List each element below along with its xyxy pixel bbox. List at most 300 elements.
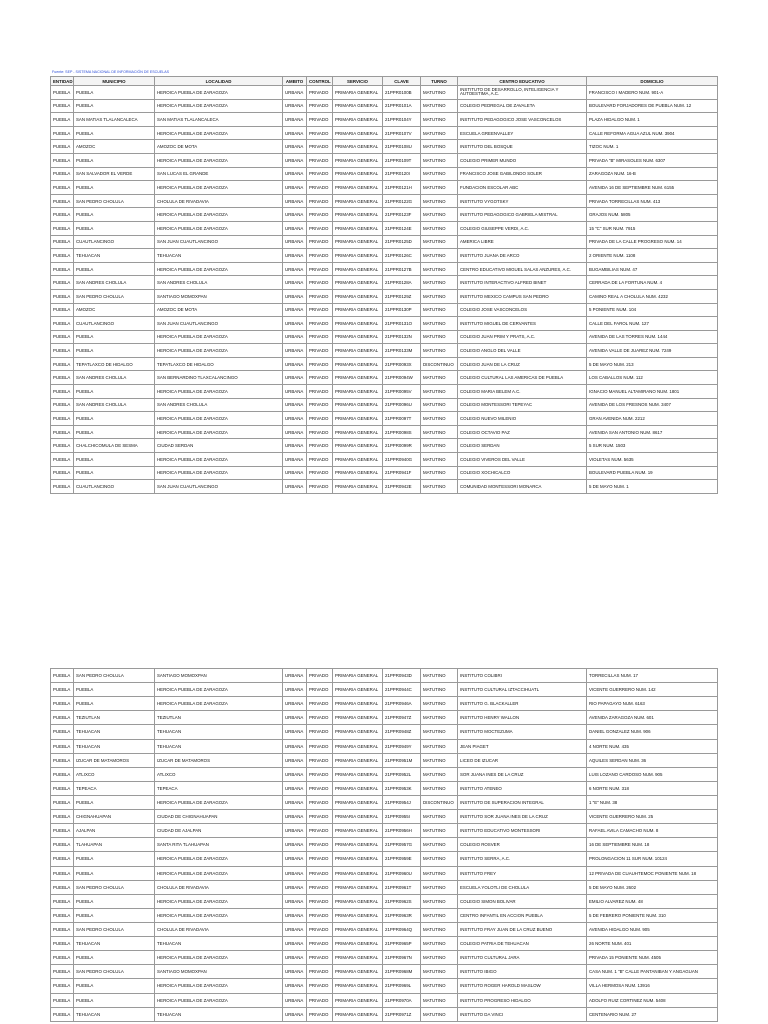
cell-ambito: URBANA — [283, 194, 307, 208]
cell-turno: MATUTINO — [421, 113, 458, 127]
cell-domicilio: CENTENARIO NUM. 27 — [587, 1007, 718, 1021]
cell-domicilio: 15 "C" SUR NUM. 7915 — [587, 221, 718, 235]
cell-municipio: PUEBLA — [74, 181, 155, 195]
table-row — [51, 810, 718, 824]
cell-domicilio: PROLONGACION 11 SUR NUM. 10124 — [587, 852, 718, 866]
cell-servicio: PRIMARIA GENERAL — [333, 993, 383, 1007]
cell-ambito: URBANA — [283, 330, 307, 344]
cell-domicilio: BOULEVARD FORJADORES DE PUEBLA NUM. 12 — [587, 99, 718, 113]
table-row — [51, 922, 718, 936]
cell-domicilio: 6 NORTE NUM. 318 — [587, 781, 718, 795]
cell-clave: 21PPR0960U — [383, 866, 421, 880]
cell-clave: 21PPR0962S — [383, 894, 421, 908]
cell-entidad: PUEBLA — [51, 767, 74, 781]
cell-domicilio: EMILIO ALVAREZ NUM. 48 — [587, 894, 718, 908]
cell-centro-educativo: INSTITUTO VYGOTSKY — [458, 194, 587, 208]
cell-municipio: AMOZOC — [74, 140, 155, 154]
cell-localidad: CIUDAD SERDAN — [155, 439, 283, 453]
cell-turno: MATUTINO — [421, 262, 458, 276]
cell-ambito: URBANA — [283, 249, 307, 263]
cell-servicio: PRIMARIA GENERAL — [333, 466, 383, 480]
cell-clave: 21PPR0956H — [383, 824, 421, 838]
cell-ambito: URBANA — [283, 965, 307, 979]
cell-localidad: CHOLULA DE RIVADAVIA — [155, 880, 283, 894]
cell-control: PRIVADO — [307, 697, 333, 711]
table-row — [51, 303, 718, 317]
cell-domicilio: 1 "E" NUM. 38 — [587, 795, 718, 809]
cell-ambito: URBANA — [283, 767, 307, 781]
cell-municipio: PUEBLA — [74, 425, 155, 439]
cell-servicio: PRIMARIA GENERAL — [333, 140, 383, 154]
cell-centro-educativo: INSTITUTO MOCTEZUMA — [458, 725, 587, 739]
cell-clave: 21PPR0947Z — [383, 711, 421, 725]
cell-centro-educativo: COLEGIO MONTESSORI TEPEYAC — [458, 398, 587, 412]
cell-localidad: HEROICA PUEBLA DE ZARAGOZA — [155, 99, 283, 113]
cell-clave: 21PPR0954J — [383, 795, 421, 809]
cell-domicilio: AVENIDA VALLE DE JUAREZ NUM. 7249 — [587, 344, 718, 358]
cell-control: PRIVADO — [307, 908, 333, 922]
cell-ambito: URBANA — [283, 425, 307, 439]
cell-control: PRIVADO — [307, 669, 333, 683]
cell-servicio: PRIMARIA GENERAL — [333, 951, 383, 965]
cell-municipio: TEPATLAXCO DE HIDALGO — [74, 357, 155, 371]
cell-turno: MATUTINO — [421, 937, 458, 951]
cell-ambito: URBANA — [283, 99, 307, 113]
table-row — [51, 866, 718, 880]
cell-ambito: URBANA — [283, 852, 307, 866]
cell-domicilio: ADOLFO RUIZ CORTINEZ NUM. 5408 — [587, 993, 718, 1007]
cell-entidad: PUEBLA — [51, 683, 74, 697]
cell-municipio: TEHUACAN — [74, 1007, 155, 1021]
cell-localidad: SAN JUAN CUAUTLANCINGO — [155, 235, 283, 249]
cell-domicilio: 12 PRIVADA DE CUAUHTEMOC PONIENTE NUM. 18 — [587, 866, 718, 880]
cell-localidad: TEHUACAN — [155, 725, 283, 739]
cell-centro-educativo: INSTITUTO INTERACTIVO ALFRED BINET — [458, 276, 587, 290]
cell-municipio: PUEBLA — [74, 894, 155, 908]
cell-centro-educativo: COLEGIO ANGLO DEL VALLE — [458, 344, 587, 358]
cell-centro-educativo: INSTITUTO IBIGO — [458, 965, 587, 979]
cell-domicilio: GRAN AVENIDA NUM. 2212 — [587, 412, 718, 426]
cell-turno: MATUTINO — [421, 194, 458, 208]
cell-entidad: PUEBLA — [51, 453, 74, 467]
cell-control: PRIVADO — [307, 249, 333, 263]
cell-localidad: HEROICA PUEBLA DE ZARAGOZA — [155, 412, 283, 426]
cell-servicio: PRIMARIA GENERAL — [333, 965, 383, 979]
cell-control: PRIVADO — [307, 303, 333, 317]
cell-centro-educativo: ESCUELA YOLOTLI DE CHOLULA — [458, 880, 587, 894]
col-control: CONTROL — [307, 77, 333, 86]
cell-localidad: SANTIAGO MOMOXPAN — [155, 289, 283, 303]
cell-control: PRIVADO — [307, 86, 333, 100]
table-row — [51, 140, 718, 154]
cell-centro-educativo: INSTITUTO SOR JUANA INES DE LA CRUZ — [458, 810, 587, 824]
cell-municipio: PUEBLA — [74, 866, 155, 880]
table-row — [51, 951, 718, 965]
table-row — [51, 371, 718, 385]
cell-localidad: TEHUACAN — [155, 937, 283, 951]
cell-entidad: PUEBLA — [51, 344, 74, 358]
cell-localidad: SAN ANDRES CHOLULA — [155, 276, 283, 290]
cell-localidad: SAN ANDRES CHOLULA — [155, 398, 283, 412]
cell-localidad: HEROICA PUEBLA DE ZARAGOZA — [155, 330, 283, 344]
cell-ambito: URBANA — [283, 922, 307, 936]
cell-turno: MATUTINO — [421, 330, 458, 344]
cell-control: PRIVADO — [307, 344, 333, 358]
cell-control: PRIVADO — [307, 937, 333, 951]
cell-turno: MATUTINO — [421, 276, 458, 290]
table-row — [51, 824, 718, 838]
cell-centro-educativo: INSTITUTO ATENEO — [458, 781, 587, 795]
cell-clave: 21PPR0127B — [383, 262, 421, 276]
cell-ambito: URBANA — [283, 439, 307, 453]
cell-turno: MATUTINO — [421, 1007, 458, 1021]
cell-centro-educativo: COLEGIO SERDAN — [458, 439, 587, 453]
cell-ambito: URBANA — [283, 880, 307, 894]
cell-domicilio: PLAZA HIDALGO NUM. 1 — [587, 113, 718, 127]
cell-control: PRIVADO — [307, 194, 333, 208]
cell-clave: 21PPR0943D — [383, 669, 421, 683]
cell-localidad: CIUDAD DE AJALPAN — [155, 824, 283, 838]
cell-clave: 21PPR0971Z — [383, 1007, 421, 1021]
table-row — [51, 425, 718, 439]
cell-entidad: PUEBLA — [51, 221, 74, 235]
cell-entidad: PUEBLA — [51, 795, 74, 809]
cell-clave: 21PPR0968M — [383, 965, 421, 979]
cell-servicio: PRIMARIA GENERAL — [333, 221, 383, 235]
cell-localidad: ATLIXCO — [155, 767, 283, 781]
cell-servicio: PRIMARIA GENERAL — [333, 371, 383, 385]
cell-control: PRIVADO — [307, 317, 333, 331]
cell-ambito: URBANA — [283, 262, 307, 276]
cell-control: PRIVADO — [307, 880, 333, 894]
cell-turno: MATUTINO — [421, 669, 458, 683]
cell-servicio: PRIMARIA GENERAL — [333, 303, 383, 317]
table-row — [51, 979, 718, 993]
cell-control: PRIVADO — [307, 683, 333, 697]
cell-control: PRIVADO — [307, 357, 333, 371]
cell-turno: MATUTINO — [421, 466, 458, 480]
cell-clave: 21PPR0940G — [383, 453, 421, 467]
cell-municipio: PUEBLA — [74, 908, 155, 922]
table-row — [51, 344, 718, 358]
cell-servicio: PRIMARIA GENERAL — [333, 289, 383, 303]
cell-municipio: TEHUACAN — [74, 739, 155, 753]
cell-municipio: SAN PEDRO CHOLULA — [74, 965, 155, 979]
cell-entidad: PUEBLA — [51, 894, 74, 908]
cell-servicio: PRIMARIA GENERAL — [333, 880, 383, 894]
cell-servicio: PRIMARIA GENERAL — [333, 725, 383, 739]
cell-entidad: PUEBLA — [51, 385, 74, 399]
col-entidad: ENTIDAD — [51, 77, 74, 86]
cell-turno: MATUTINO — [421, 167, 458, 181]
cell-entidad: PUEBLA — [51, 838, 74, 852]
cell-ambito: URBANA — [283, 357, 307, 371]
cell-entidad: PUEBLA — [51, 725, 74, 739]
cell-ambito: URBANA — [283, 739, 307, 753]
cell-localidad: SANTIAGO MOMOXPAN — [155, 965, 283, 979]
cell-centro-educativo: COLEGIO SIMON BOLIVAR — [458, 894, 587, 908]
cell-entidad: PUEBLA — [51, 669, 74, 683]
cell-clave: 21PPR0948Z — [383, 725, 421, 739]
cell-localidad: HEROICA PUEBLA DE ZARAGOZA — [155, 951, 283, 965]
table-row — [51, 1007, 718, 1021]
cell-centro-educativo: INSTITUTO EDUCATIVO MONTESSORI — [458, 824, 587, 838]
cell-control: PRIVADO — [307, 439, 333, 453]
cell-domicilio: 2 ORIENTE NUM. 1108 — [587, 249, 718, 263]
cell-ambito: URBANA — [283, 453, 307, 467]
cell-centro-educativo: SOR JUANA INES DE LA CRUZ — [458, 767, 587, 781]
table-row — [51, 99, 718, 113]
cell-clave: 21PPR0970A — [383, 993, 421, 1007]
cell-ambito: URBANA — [283, 866, 307, 880]
cell-servicio: PRIMARIA GENERAL — [333, 979, 383, 993]
cell-turno: MATUTINO — [421, 979, 458, 993]
cell-centro-educativo: COLEGIO OCTAVIO PAZ — [458, 425, 587, 439]
table-row — [51, 908, 718, 922]
cell-entidad: PUEBLA — [51, 979, 74, 993]
cell-turno: MATUTINO — [421, 412, 458, 426]
cell-ambito: URBANA — [283, 466, 307, 480]
cell-entidad: PUEBLA — [51, 412, 74, 426]
table-row — [51, 412, 718, 426]
cell-domicilio: IGNACIO MANUEL ALTAMIRANO NUM. 1801 — [587, 385, 718, 399]
table-row — [51, 398, 718, 412]
table-row — [51, 453, 718, 467]
cell-localidad: HEROICA PUEBLA DE ZARAGOZA — [155, 344, 283, 358]
cell-servicio: PRIMARIA GENERAL — [333, 922, 383, 936]
table-row — [51, 697, 718, 711]
cell-entidad: PUEBLA — [51, 781, 74, 795]
cell-localidad: TEZIUTLAN — [155, 711, 283, 725]
cell-domicilio: LUIS LOZANO CARDOSO NUM. 905 — [587, 767, 718, 781]
cell-entidad: PUEBLA — [51, 113, 74, 127]
cell-control: PRIVADO — [307, 711, 333, 725]
cell-clave: 21PPR0104Y — [383, 113, 421, 127]
cell-servicio: PRIMARIA GENERAL — [333, 753, 383, 767]
cell-turno: MATUTINO — [421, 480, 458, 494]
cell-localidad: CHOLULA DE RIVADAVIA — [155, 922, 283, 936]
cell-municipio: PUEBLA — [74, 153, 155, 167]
cell-centro-educativo: AMERICA LIBRE — [458, 235, 587, 249]
cell-turno: MATUTINO — [421, 221, 458, 235]
source-note: Fuente: SEP - SISTEMA NACIONAL DE INFORMACIÓN DE ESCUELAS — [52, 70, 170, 74]
cell-entidad: PUEBLA — [51, 951, 74, 965]
cell-entidad: PUEBLA — [51, 965, 74, 979]
table-row — [51, 838, 718, 852]
cell-servicio: PRIMARIA GENERAL — [333, 153, 383, 167]
cell-centro-educativo: INSTITUTO CULTURAL JARA — [458, 951, 587, 965]
cell-localidad: TEPATLAXCO DE HIDALGO — [155, 357, 283, 371]
cell-turno: MATUTINO — [421, 908, 458, 922]
cell-domicilio: VILLA HERMOSA NUM. 13916 — [587, 979, 718, 993]
cell-control: PRIVADO — [307, 276, 333, 290]
cell-control: PRIVADO — [307, 371, 333, 385]
cell-clave: 21PPR0125D — [383, 235, 421, 249]
table-body — [51, 86, 718, 494]
cell-domicilio: DANIEL GONZALEZ NUM. 906 — [587, 725, 718, 739]
cell-servicio: PRIMARIA GENERAL — [333, 126, 383, 140]
cell-domicilio: CAMINO REAL A CHOLULA NUM. 4232 — [587, 289, 718, 303]
cell-clave: 21PPR0129Z — [383, 289, 421, 303]
cell-municipio: IZUCAR DE MATAMOROS — [74, 753, 155, 767]
cell-domicilio: 26 NORTE NUM. 401 — [587, 937, 718, 951]
cell-domicilio: CASA NUM. 1 "B" CALLE PANTANIBAN Y ANGAGUAN — [587, 965, 718, 979]
cell-entidad: PUEBLA — [51, 126, 74, 140]
cell-control: PRIVADO — [307, 425, 333, 439]
cell-control: PRIVADO — [307, 852, 333, 866]
cell-domicilio: TIZOC NUM. 1 — [587, 140, 718, 154]
cell-entidad: PUEBLA — [51, 317, 74, 331]
cell-turno: MATUTINO — [421, 739, 458, 753]
cell-clave: 21PPR0121H — [383, 181, 421, 195]
cell-servicio: PRIMARIA GENERAL — [333, 908, 383, 922]
cell-ambito: URBANA — [283, 753, 307, 767]
cell-control: PRIVADO — [307, 181, 333, 195]
cell-localidad: HEROICA PUEBLA DE ZARAGOZA — [155, 262, 283, 276]
cell-control: PRIVADO — [307, 385, 333, 399]
cell-turno: MATUTINO — [421, 852, 458, 866]
cell-clave: 21PPR0955I — [383, 810, 421, 824]
cell-localidad: HEROICA PUEBLA DE ZARAGOZA — [155, 181, 283, 195]
cell-control: PRIVADO — [307, 838, 333, 852]
cell-localidad: HEROICA PUEBLA DE ZARAGOZA — [155, 208, 283, 222]
cell-entidad: PUEBLA — [51, 86, 74, 100]
cell-control: PRIVADO — [307, 466, 333, 480]
cell-localidad: SAN BERNARDINO TLAXCALANCINGO — [155, 371, 283, 385]
table-row — [51, 937, 718, 951]
cell-turno: DISCONTINUO — [421, 357, 458, 371]
cell-ambito: URBANA — [283, 781, 307, 795]
cell-domicilio: 5 DE MAYO NUM. 213 — [587, 357, 718, 371]
cell-servicio: PRIMARIA GENERAL — [333, 838, 383, 852]
table-row — [51, 153, 718, 167]
cell-ambito: URBANA — [283, 894, 307, 908]
cell-entidad: PUEBLA — [51, 852, 74, 866]
cell-ambito: URBANA — [283, 181, 307, 195]
cell-control: PRIVADO — [307, 951, 333, 965]
table-row — [51, 194, 718, 208]
cell-ambito: URBANA — [283, 276, 307, 290]
cell-turno: MATUTINO — [421, 140, 458, 154]
cell-domicilio: CALLE REFORMA AGUA AZUL NUM. 3904 — [587, 126, 718, 140]
schools-table-page-1 — [50, 76, 718, 494]
cell-entidad: PUEBLA — [51, 357, 74, 371]
cell-turno: MATUTINO — [421, 181, 458, 195]
cell-centro-educativo: LICEO DE IZUCAR — [458, 753, 587, 767]
cell-ambito: URBANA — [283, 289, 307, 303]
cell-municipio: ATLIXCO — [74, 767, 155, 781]
cell-clave: 21PPR0967N — [383, 951, 421, 965]
cell-entidad: PUEBLA — [51, 824, 74, 838]
cell-ambito: URBANA — [283, 669, 307, 683]
table-row — [51, 669, 718, 683]
cell-domicilio: AVENIDA HIDALGO NUM. 905 — [587, 922, 718, 936]
cell-servicio: PRIMARIA GENERAL — [333, 398, 383, 412]
cell-municipio: PUEBLA — [74, 330, 155, 344]
cell-servicio: PRIMARIA GENERAL — [333, 344, 383, 358]
cell-entidad: PUEBLA — [51, 398, 74, 412]
cell-turno: MATUTINO — [421, 425, 458, 439]
cell-control: PRIVADO — [307, 753, 333, 767]
cell-servicio: PRIMARIA GENERAL — [333, 235, 383, 249]
cell-ambito: URBANA — [283, 153, 307, 167]
cell-entidad: PUEBLA — [51, 753, 74, 767]
cell-municipio: PUEBLA — [74, 221, 155, 235]
cell-servicio: PRIMARIA GENERAL — [333, 439, 383, 453]
cell-clave: 21PPR0097T — [383, 412, 421, 426]
cell-domicilio: RIO PAPAGAYO NUM. 6163 — [587, 697, 718, 711]
cell-control: PRIVADO — [307, 810, 333, 824]
cell-localidad: TEPEACA — [155, 781, 283, 795]
cell-clave: 21PPR0109T — [383, 153, 421, 167]
cell-control: PRIVADO — [307, 126, 333, 140]
cell-ambito: URBANA — [283, 725, 307, 739]
cell-centro-educativo: ESCUELA GREENVALLEY — [458, 126, 587, 140]
cell-localidad: SANTA RITA TLAHUAPAN — [155, 838, 283, 852]
cell-centro-educativo: COLEGIO JUAN DE LA CRUZ — [458, 357, 587, 371]
cell-clave: 21PPR0108U — [383, 140, 421, 154]
cell-centro-educativo: COMUNIDAD MONTESSORI MONARCA — [458, 480, 587, 494]
cell-turno: MATUTINO — [421, 683, 458, 697]
cell-servicio: PRIMARIA GENERAL — [333, 181, 383, 195]
cell-ambito: URBANA — [283, 167, 307, 181]
cell-centro-educativo: INSTITUTO PEDAGOGICO GABRIELA MISTRAL — [458, 208, 587, 222]
table-row — [51, 683, 718, 697]
cell-control: PRIVADO — [307, 140, 333, 154]
cell-ambito: URBANA — [283, 344, 307, 358]
cell-servicio: PRIMARIA GENERAL — [333, 683, 383, 697]
cell-ambito: URBANA — [283, 86, 307, 100]
table-row — [51, 880, 718, 894]
cell-ambito: URBANA — [283, 398, 307, 412]
col-centro-educativo: CENTRO EDUCATIVO — [458, 77, 587, 86]
cell-domicilio: VICENTE GUERRERO NUM. 25 — [587, 810, 718, 824]
cell-control: PRIVADO — [307, 262, 333, 276]
cell-servicio: PRIMARIA GENERAL — [333, 249, 383, 263]
table-row — [51, 167, 718, 181]
table-row — [51, 965, 718, 979]
cell-localidad: SAN JUAN CUAUTLANCINGO — [155, 480, 283, 494]
cell-centro-educativo: FUNDACION ESCOLAR ABC — [458, 181, 587, 195]
cell-centro-educativo: INSTITUTO FRAY JUAN DE LA CRUZ BUENO — [458, 922, 587, 936]
cell-ambito: URBANA — [283, 317, 307, 331]
col-localidad: LOCALIDAD — [155, 77, 283, 86]
cell-centro-educativo: COLEGIO PATRIA DE TEHUACAN — [458, 937, 587, 951]
cell-clave: 21PPR0096U — [383, 398, 421, 412]
cell-localidad: HEROICA PUEBLA DE ZARAGOZA — [155, 795, 283, 809]
table-row — [51, 317, 718, 331]
col-servicio: SERVICIO — [333, 77, 383, 86]
cell-ambito: URBANA — [283, 937, 307, 951]
cell-clave: 21PPR0128A — [383, 276, 421, 290]
cell-ambito: URBANA — [283, 795, 307, 809]
cell-localidad: HEROICA PUEBLA DE ZARAGOZA — [155, 126, 283, 140]
cell-centro-educativo: COLEGIO CULTURAL LAS AMERICAS DE PUEBLA — [458, 371, 587, 385]
table-row — [51, 480, 718, 494]
cell-localidad: TEHUACAN — [155, 739, 283, 753]
cell-entidad: PUEBLA — [51, 167, 74, 181]
cell-entidad: PUEBLA — [51, 993, 74, 1007]
cell-municipio: CHIGNAHUAPAN — [74, 810, 155, 824]
cell-entidad: PUEBLA — [51, 371, 74, 385]
cell-domicilio: 4 NORTE NUM. 435 — [587, 739, 718, 753]
cell-centro-educativo: INSTITUTO DE SUPERACION INTEGRAL — [458, 795, 587, 809]
cell-servicio: PRIMARIA GENERAL — [333, 412, 383, 426]
cell-entidad: PUEBLA — [51, 276, 74, 290]
cell-centro-educativo: FRANCISCO JOSE GABILONDO SOLER — [458, 167, 587, 181]
cell-servicio: PRIMARIA GENERAL — [333, 99, 383, 113]
cell-clave: 21PPR0130P — [383, 303, 421, 317]
